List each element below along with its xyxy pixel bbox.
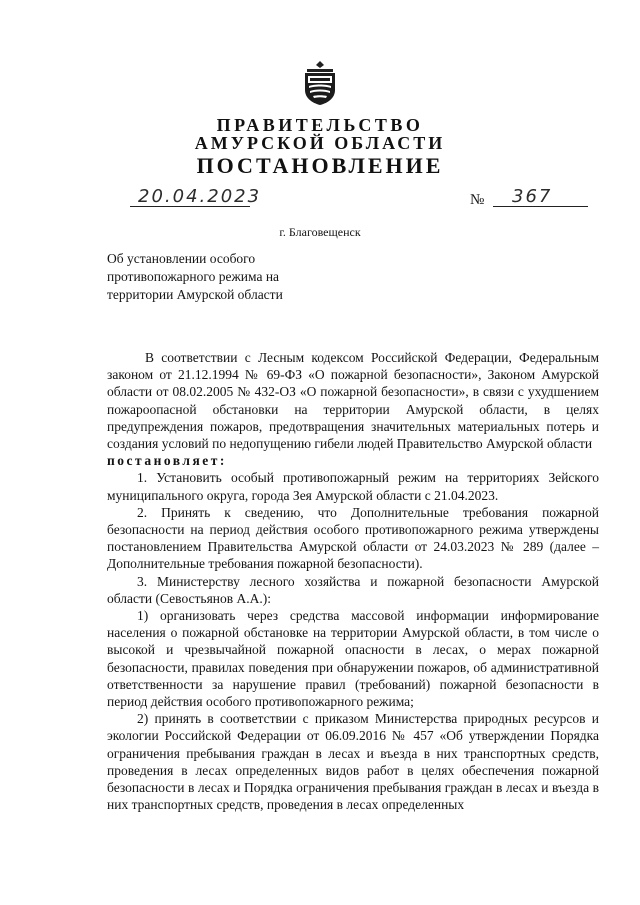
number-underline — [493, 206, 588, 207]
number-sign: № — [470, 192, 485, 208]
document-body — [107, 349, 599, 813]
subject-line: противопожарного режима на — [107, 269, 280, 284]
coat-of-arms-emblem — [299, 60, 341, 106]
item-3-1-paragraph: 1) организовать через средства массовой информации информирование населения о пожарной обстановке на территории Амурской области, в том числе о высокой и чрезвычайной пожарной опасности в лесах, о мерах пожарной безопасности, правилах поведения при обнаружении пожаров, об административной ответственности за нарушение правил (требований) пожарной безопасности в период действия особого противопожарного режима; — [107, 608, 599, 710]
city-label: г. Благовещенск — [279, 225, 361, 239]
document-subject — [107, 250, 327, 304]
item-1-paragraph: 1. Установить особый противопожарный режим на территориях Зейского муниципального округа, города Зея Амурской области с 21.04.2023. — [107, 470, 599, 503]
organization-name-line1: ПРАВИТЕЛЬСТВО — [216, 115, 424, 135]
subject-line: Об установлении особого — [107, 251, 256, 266]
item-2-paragraph: 2. Принять к сведению, что Дополнительные требования пожарной безопасности на период действия особого противопожарного режима утверждены постановлением Правительства Амурской области от 24.03.2023 № 289 (далее – Дополнительные требования пожарной безопасности). — [107, 504, 599, 572]
subject-line: территории Амурской области — [107, 287, 283, 302]
preamble-paragraph: В соответствии с Лесным кодексом Российской Федерации, Федеральным законом от 21.12.1994 № 69-ФЗ «О пожарной безопасности», Законом Амурской области от 08.02.2005 № 432-ОЗ «О пожарной безопасности», в связи с ухудшением пожароопасной обстановки на территории Амурской области, в целях предупреждения пожаров, предотвращения значительных материальных потерь и создания условий по недопущению гибели людей Правительство Амурской области — [107, 350, 599, 452]
document-type-title: ПОСТАНОВЛЕНИЕ — [196, 153, 444, 178]
handwritten-number: 367 — [512, 186, 553, 207]
handwritten-date: 20.04.2023 — [138, 186, 262, 207]
item-3-paragraph: 3. Министерству лесного хозяйства и пожарной безопасности Амурской области (Севостьянов А.А.): — [107, 573, 599, 606]
item-3-2-paragraph: 2) принять в соответствии с приказом Министерства природных ресурсов и экологии Российской Федерации от 06.09.2016 № 457 «Об утверждении Порядка ограничения пребывания граждан в лесах и въезда в них транспортных средств, проведения в лесах определенных видов работ в целях обеспечения пожарной безопасности в лесах и Порядка ограничения пребывания граждан в лесах и въезда в них транспортных средств, проведения в лесах определенных — [107, 711, 599, 813]
date-underline — [130, 206, 250, 207]
resolve-word: постановляет: — [107, 453, 227, 469]
organization-name-line2: АМУРСКОЙ ОБЛАСТИ — [194, 133, 446, 153]
